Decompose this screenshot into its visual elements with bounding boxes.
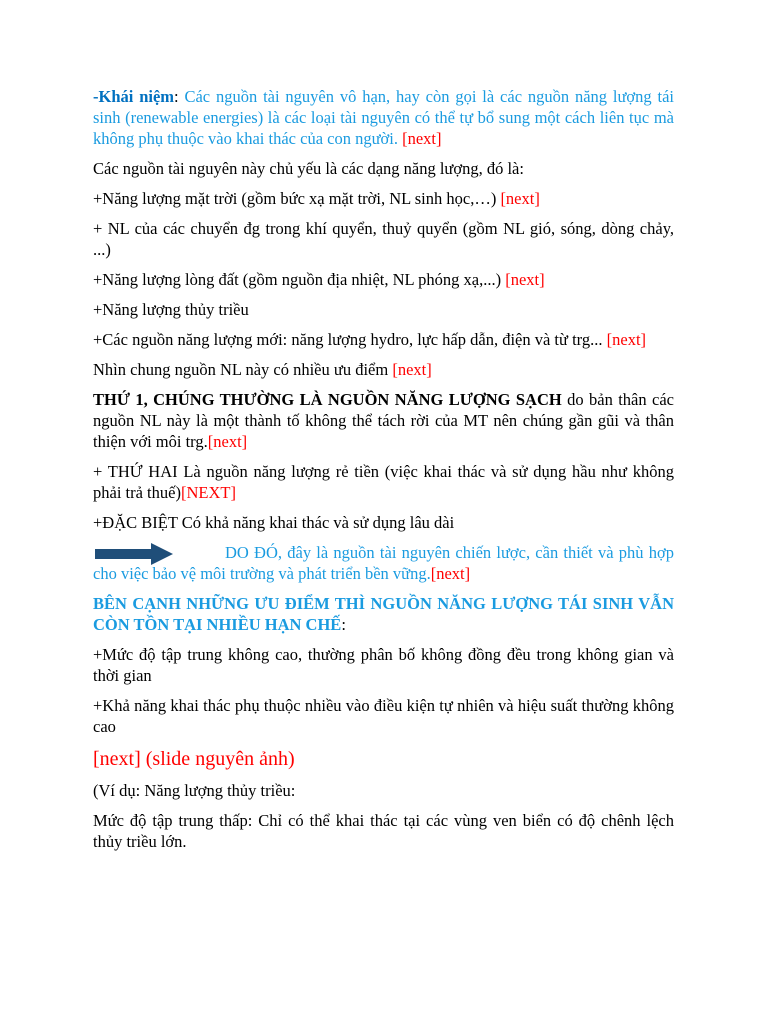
solar-energy-item	[93, 188, 674, 209]
next-marker: [next]	[602, 330, 647, 349]
item-text: +Năng lượng mặt trời (gồm bức xạ mặt trời, NL sinh học,…)	[93, 189, 497, 208]
item-text: + NL của các chuyển đg trong khí quyển, thuỷ quyển (gồm NL gió, sóng, dòng chảy, ...)	[93, 219, 674, 259]
slide-note-text: [next] (slide nguyên ảnh)	[93, 748, 295, 770]
limitation-text: +Khả năng khai thác phụ thuộc nhiều vào điều kiện tự nhiên và hiệu suất thường không cao	[93, 696, 674, 736]
next-marker: [next]	[397, 129, 442, 148]
limitations-colon: :	[341, 615, 346, 634]
example-intro	[93, 780, 674, 801]
item-text: +Năng lượng thủy triều	[93, 300, 249, 319]
geothermal-energy-item	[93, 269, 674, 290]
advantage-special	[93, 512, 674, 533]
advantage-heading: THỨ 1, CHÚNG THƯỜNG LÀ NGUỒN NĂNG LƯỢNG SẠCH	[93, 390, 562, 409]
tidal-energy-item	[93, 299, 674, 320]
item-text: +Các nguồn năng lượng mới: năng lượng hydro, lực hấp dẫn, điện và từ trg...	[93, 330, 603, 349]
limitations-title: BÊN CẠNH NHỮNG ƯU ĐIỂM THÌ NGUỒN NĂNG LƯỢNG TÁI SINH VẪN CÒN TỒN TẠI NHIỀU HẠN CHẾ	[93, 594, 674, 634]
right-arrow-icon	[95, 543, 173, 565]
limitation-concentration	[93, 644, 674, 686]
limitation-text: +Mức độ tập trung không cao, thường phân bố không đồng đều trong không gian và thời gian	[93, 645, 674, 685]
next-marker: [next]	[388, 360, 432, 379]
item-text: +Năng lượng lòng đất (gồm nguồn địa nhiệt, NL phóng xạ,...)	[93, 270, 502, 289]
intro-text: Các nguồn tài nguyên này chủ yếu là các dạng năng lượng, đó là:	[93, 159, 524, 178]
advantage-first	[93, 389, 674, 452]
conclusion-paragraph	[93, 542, 674, 584]
advantages-text: Nhìn chung nguồn NL này có nhiều ưu điểm	[93, 360, 389, 379]
example-text: (Ví dụ: Năng lượng thủy triều:	[93, 781, 296, 800]
next-marker: [NEXT]	[180, 483, 236, 502]
new-energy-item	[93, 329, 674, 350]
definition-paragraph	[93, 86, 674, 149]
wind-water-energy-item	[93, 218, 674, 260]
advantage-second	[93, 461, 674, 503]
definition-colon: :	[174, 87, 179, 106]
advantage-text: +ĐẶC BIỆT Có khả năng khai thác và sử dụng lâu dài	[93, 513, 455, 532]
document-page	[93, 86, 674, 861]
limitations-heading	[93, 593, 674, 635]
definition-text: Các nguồn tài nguyên vô hạn, hay còn gọi là các nguồn năng lượng tái sinh (renewable energies) là các loại tài nguyên có thể tự bổ sung một cách liên tục mà không phụ thuộc vào khai thác của con người.	[93, 87, 675, 148]
next-marker: [next]	[496, 189, 540, 208]
definition-label: -Khái niệm	[93, 87, 175, 106]
energy-types-intro	[93, 158, 674, 179]
example-detail	[93, 810, 674, 852]
limitation-exploitation	[93, 695, 674, 737]
next-marker: [next]	[430, 564, 471, 583]
next-marker: [next]	[207, 432, 248, 451]
conclusion-text: DO ĐÓ, đây là nguồn tài nguyên chiến lược, cần thiết và phù hợp cho việc bảo vệ môi trường và phát triển bền vững.	[93, 543, 674, 583]
next-marker: [next]	[501, 270, 545, 289]
advantages-intro	[93, 359, 674, 380]
example-detail-text: Mức độ tập trung thấp: Chỉ có thể khai thác tại các vùng ven biển có độ chênh lệch thủy triều lớn.	[93, 811, 674, 851]
slide-note	[93, 746, 674, 772]
advantage-text: do bản thân các nguồn NL này là một thành tố không thể tách rời của MT nên chúng gần gũi và thân thiện với môi trg.	[93, 390, 674, 451]
advantage-text: + THỨ HAI Là nguồn năng lượng rẻ tiền (việc khai thác và sử dụng hầu như không phải trả thuế)	[93, 462, 674, 502]
